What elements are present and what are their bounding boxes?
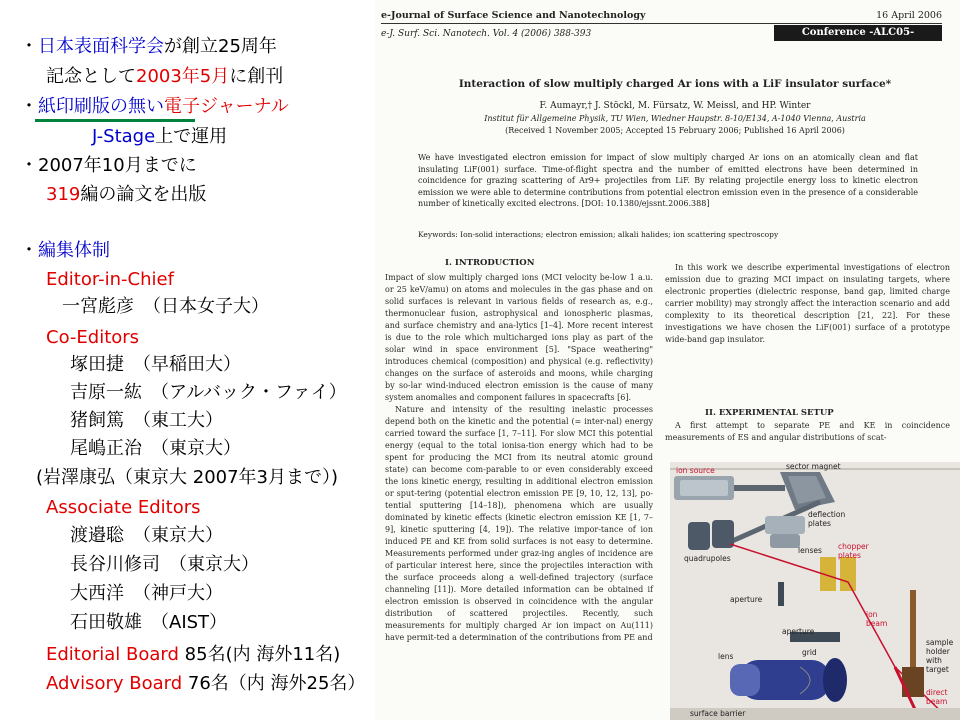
- launch-prefix: 記念として: [46, 66, 136, 87]
- launch-date: 2003年5月: [136, 66, 230, 87]
- figure-label-ion-source: ion source: [676, 466, 715, 475]
- line-electronic-journal: [20, 96, 289, 118]
- figure-label-surface-barrier: surface barrier: [690, 709, 746, 718]
- jstage-link: J-Stage: [92, 126, 156, 147]
- editorial-board-count: 85名(内 海外11名): [184, 644, 341, 665]
- editorial-board-label: Editorial Board: [46, 644, 179, 665]
- figure-label-sector-magnet: sector magnet: [786, 462, 841, 471]
- figure-label-lens: lens: [718, 652, 734, 661]
- editor-in-chief-name: 一宮彪彦 （日本女子大）: [62, 296, 269, 317]
- intro-paragraph-2: Nature and intensity of the resulting inelastic processes depend both on the kinetic and the potential (= inter-nal) energy carried toward the surface [1, 7–11]. For slow MCI this potential energy (equal to the total ionisa-tion energy which had to be spent for producing the MCI from its neutral atomic ground state) can become com-parable to or even considerably exceed the ions kinetic energy, resulting in additional electron emission or sput-tering (potential electron emission PE [9, 10, 12, 13], po-tential sputtering [14–18]), phenomena which are usually dominated by kinetic effects (kinetic electron emission KE [1, 7–9], kinetic sputtering [4, 19]). The relative impor-tance of ion induced PE and KE from solid surfaces is not easy to determine. Measurements performed under graz-ing angles of incidence are of particular interest here, since the projectiles interaction with the surface proceeds along a well-defined trajectory (surface channeling [11]). More detailed information can be obtained if electron emission is observed in coincidence with the angular distribution of scattered projectiles. Recently, such measurements for multiply charged Ar ion impact on Au(111) have permit-ted a determination of the contributions from PE and: [385, 405, 653, 642]
- intro-paragraph-1: Impact of slow multiply charged ions (MCI velocity be-low 1 a.u. or 25 keV/amu) on atoms and molecules in the gas phase and on solid surfaces is relevant in various fields of research as, e.g., thermonuclear fusion, astrophysical and ionospheric plasmas, and surface chemistry and ana-lytics [1–4]. More recent interest is due to the role which multicharged ions play as part of the solar wind in space environment [5]. "Space weathering" introduces chemical (composition) and physical (e.g. reflectivity) changes on the surface of asteroids and moons, while charging by so-lar wind-induced electron emission is the cause of many system anomalies and component failures in spacecrafts [6].: [385, 273, 653, 402]
- jstage-suffix: 上で運用: [155, 126, 228, 147]
- associate-editor-4: 石田敬雄 （AIST）: [70, 612, 228, 633]
- figure-label-beam-2: beam: [926, 697, 948, 706]
- associate-editor-3: 大西洋 （神戸大）: [70, 583, 223, 604]
- editorial-board-line: [46, 644, 340, 666]
- line-paper-count: [46, 184, 206, 206]
- figure-label-plates-1: plates: [808, 519, 831, 528]
- paper-keywords: Keywords: Ion-solid interactions; electron emission; alkali halides; ion scattering spectroscopy: [418, 230, 779, 239]
- associate-editor-2: 長谷川修司 （東京大）: [70, 554, 259, 575]
- figure-label-aperture-1: aperture: [730, 595, 763, 604]
- co-editors-heading: Co-Editors: [46, 327, 140, 348]
- paper-abstract: We have investigated electron emission for impact of slow multiply charged Ar ions on an atomically clean and flat insulating LiF(001) surface. Time-of-flight spectra and the number of emitted electrons have been determined in coincidence for grazing scattering of Ar9+ projectiles from LiF. By relating projectile energy loss to kinetic electron emission we were able to determine contributions from potential electron emission even in the presence of a considerable number of kinetically excited electrons. [DOI: 10.1380/ejssnt.2006.388]: [418, 153, 918, 208]
- editor-in-chief-heading: Editor-in-Chief: [46, 269, 174, 290]
- figure-label-grid: grid: [802, 648, 817, 657]
- co-editor-3: 猪飼篤 （東工大）: [70, 410, 223, 431]
- figure-label-lenses: lenses: [798, 546, 822, 555]
- bullet-4: ・: [20, 240, 38, 261]
- figure-label-with: with: [926, 656, 942, 665]
- paper-count: 319: [46, 184, 81, 205]
- figure-label-plates-2: plates: [838, 551, 861, 560]
- associate-editors-heading: Associate Editors: [46, 497, 201, 518]
- launch-suffix: に創刊: [229, 66, 284, 87]
- journal-header-title: e-Journal of Surface Science and Nanotechnology: [381, 10, 646, 21]
- intro-right-paragraph: In this work we describe experimental investigations of electron emission due to grazing MCI impact on insulating targets, where electronic properties (dielectric response, band gap, limited charge carrier mobility) may strongly affect the interaction scenario and add complexity to its theoretical description [21, 22]. For these investigations we have chosen the LiF(001) surface of a prototype wide-band gap insulator.: [665, 263, 950, 344]
- line-editorial-structure: [20, 240, 110, 262]
- electronic-journal-text: 電子ジャーナル: [164, 96, 289, 117]
- paper-title: Interaction of slow multiply charged Ar ions with a LiF insulator surface*: [458, 78, 892, 90]
- figure-label-deflection: deflection: [808, 510, 846, 519]
- paper-authors: F. Aumayr,† J. Stöckl, M. Fürsatz, W. Meissl, and HP. Winter: [539, 101, 811, 111]
- bullet-1: ・: [20, 36, 38, 57]
- paper-count-suffix: 編の論文を出版: [80, 184, 207, 205]
- co-editor-1: 塚田捷 （早稲田大）: [70, 354, 241, 375]
- bullet-2: ・: [20, 96, 38, 117]
- anniversary-number: 25: [218, 36, 241, 57]
- figure-label-quadrupoles: quadrupoles: [684, 554, 731, 563]
- setup-paragraph: A first attempt to separate PE and KE in coincidence measurements of ES and angular distributions of scat-: [665, 421, 950, 442]
- line-jstage: [92, 126, 227, 148]
- paper-received-dates: (Received 1 November 2005; Accepted 15 February 2006; Published 16 April 2006): [505, 126, 845, 135]
- section-experimental-heading: II. EXPERIMENTAL SETUP: [705, 408, 834, 418]
- conference-badge: Conference -ALC05-: [774, 25, 942, 41]
- figure-label-direct: direct: [926, 688, 948, 697]
- section-introduction-heading: I. INTRODUCTION: [445, 258, 535, 268]
- advisory-board-label: Advisory Board: [46, 673, 183, 694]
- figure-label-chopper: chopper: [838, 542, 869, 551]
- journal-date: 16 April 2006: [876, 10, 942, 21]
- editorial-structure-heading: 編集体制: [38, 240, 110, 261]
- advisory-board-count: 76名（内 海外25名）: [187, 673, 366, 694]
- until-2007-text: 2007年10月までに: [38, 155, 197, 176]
- founding-text: が創立: [164, 36, 218, 57]
- line-founding: [20, 36, 277, 58]
- line-until-2007: [20, 155, 197, 177]
- figure-label-ion: ion: [866, 610, 878, 619]
- figure-label-aperture-2: aperture: [782, 627, 815, 636]
- no-print-text: 紙印刷版の無い: [38, 96, 164, 117]
- advisory-board-line: [46, 673, 365, 695]
- figure-label-beam: beam: [866, 619, 888, 628]
- society-name: 日本表面科学会: [38, 36, 164, 57]
- journal-citation: e-J. Surf. Sci. Nanotech. Vol. 4 (2006) 388-393: [381, 29, 592, 39]
- co-editor-former: (岩澤康弘（東京大 2007年3月まで）): [36, 467, 339, 488]
- green-underline: [35, 119, 195, 122]
- co-editor-2: 吉原一紘 （アルバック・ファイ）: [70, 382, 347, 403]
- line-launch: [46, 66, 283, 88]
- co-editor-4: 尾嶋正治 （東京大）: [70, 438, 241, 459]
- paper-institution: Institut für Allgemeine Physik, TU Wien, Wiedner Haupstr. 8-10/E134, A-1040 Vienna, Austria: [484, 114, 866, 123]
- anniversary-suffix: 周年: [240, 36, 277, 57]
- figure-label-target: target: [926, 665, 949, 674]
- figure-label-holder: holder: [926, 647, 950, 656]
- figure-label-sample: sample: [926, 638, 954, 647]
- associate-editor-1: 渡邉聡 （東京大）: [70, 525, 223, 546]
- bullet-3: ・: [20, 155, 38, 176]
